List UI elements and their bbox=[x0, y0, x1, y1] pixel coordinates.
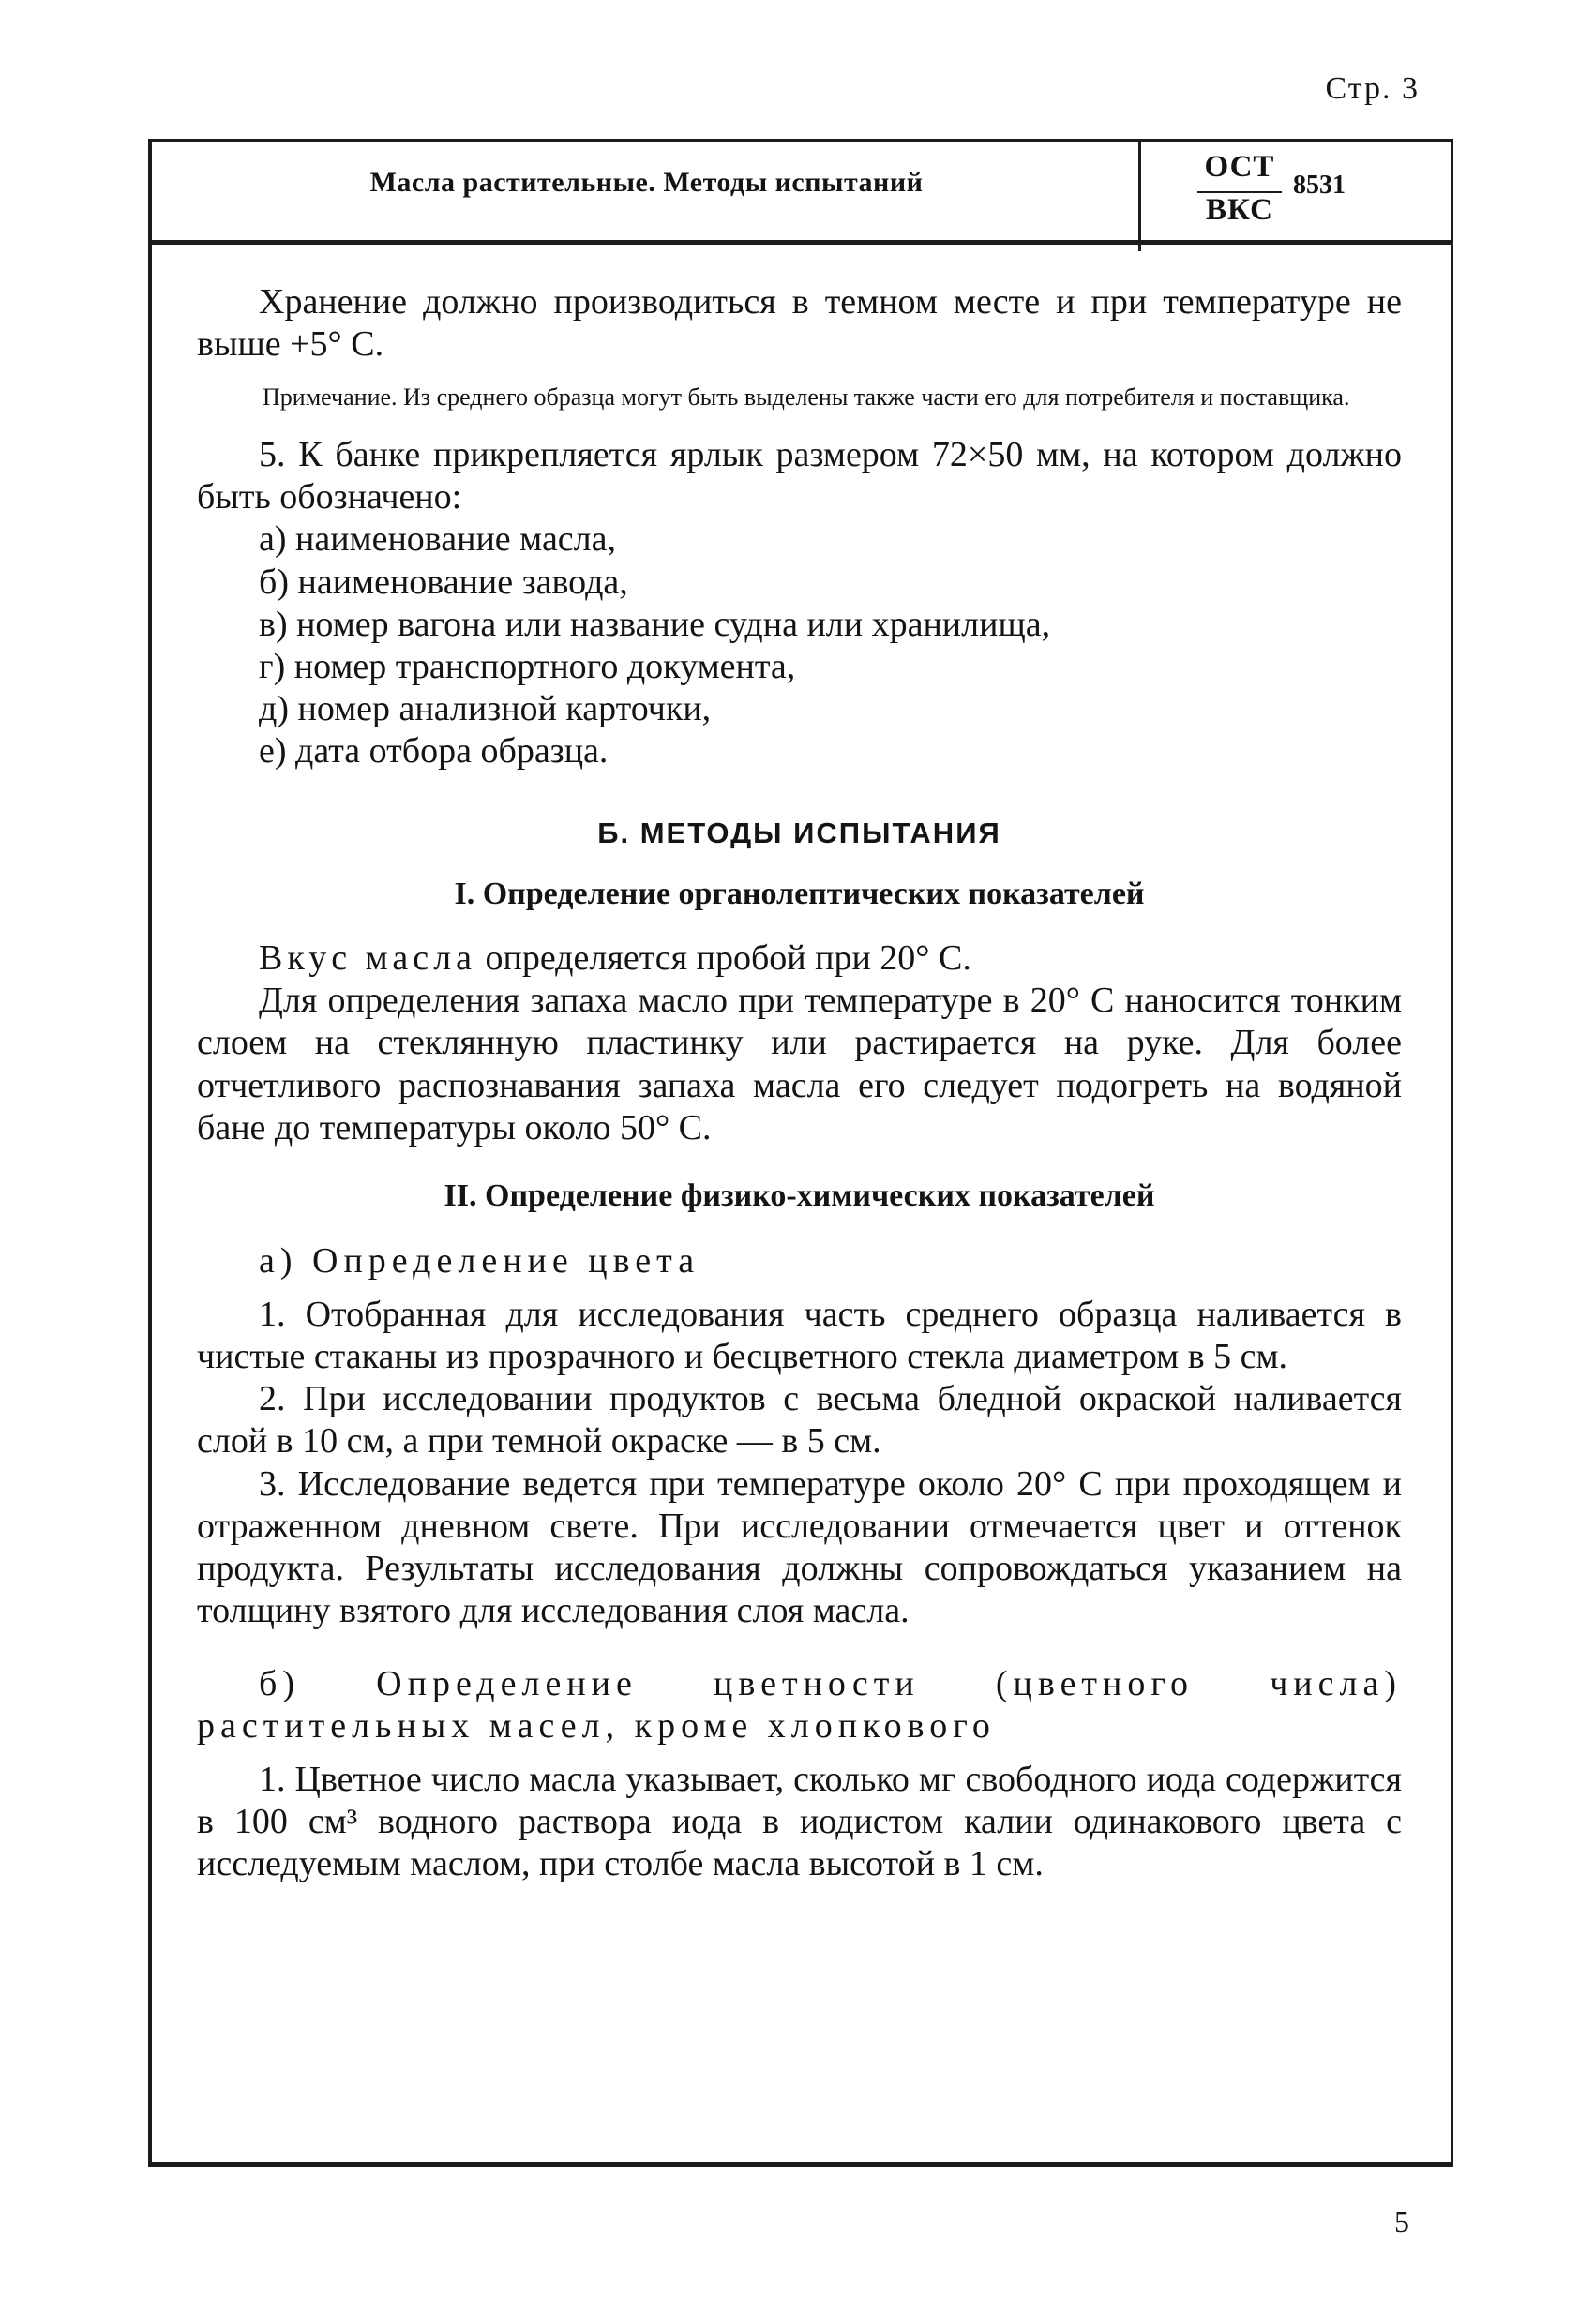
part1-heading: I. Определение органолептических показателей bbox=[454, 876, 1145, 911]
part2-heading: II. Определение физико-химических показателей bbox=[444, 1178, 1155, 1214]
label-items-list bbox=[197, 518, 1402, 772]
list-item: д) номер анализной карточки, bbox=[259, 689, 712, 729]
note-paragraph: Примечание. Из среднего образца могут быть выделены также части его для потребителя и поставщика. bbox=[263, 383, 1350, 412]
taste-rest: определяется пробой при 20° С. bbox=[475, 938, 971, 979]
standard-designation bbox=[1197, 150, 1346, 234]
page-frame bbox=[148, 139, 1453, 2167]
footer-page-number: 5 bbox=[1394, 2205, 1409, 2239]
a-item-3: 3. Исследование ведется при температуре около 20° С при проходящем и отраженном дневном свете. При исследовании отмечается цвет и оттенок продукта. Результаты исследования должны сопровождаться указанием на толщину взятого для исследования слоя масла. bbox=[197, 1463, 1402, 1631]
smell-paragraph: Для определения запаха масло при температуре в 20° С наносится тонким слоем на стеклянную пластинку или растирается на руке. Для более отчетливого распознавания запаха масла его следует подогреть на водяной бане до температуры около 50° С. bbox=[197, 981, 1402, 1147]
sub-b-heading: б) Определение цветности (цветного числа) растительных масел, кроме хлопкового bbox=[197, 1663, 1402, 1746]
list-item: а) наименование масла, bbox=[259, 519, 617, 560]
list-item: б) наименование завода, bbox=[259, 562, 628, 602]
header-title: Масла растительные. Методы испытаний bbox=[369, 167, 924, 198]
taste-lead: Вкус масла bbox=[259, 938, 476, 979]
standard-top: ОСТ bbox=[1204, 150, 1275, 184]
section-b-heading: Б. МЕТОДЫ ИСПЫТАНИЯ bbox=[597, 816, 1001, 849]
a-item-1: 1. Отобранная для исследования часть среднего образца наливается в чистые стаканы из прозрачного и бесцветного стекла диаметром в 5 см. bbox=[197, 1294, 1402, 1376]
taste-paragraph bbox=[197, 937, 1402, 980]
list-item: е) дата отбора образца. bbox=[259, 731, 609, 772]
frame-bottom-rule bbox=[152, 2162, 1451, 2167]
document-header bbox=[152, 139, 1451, 245]
a-item-2: 2. При исследовании продуктов с весьма бледной окраской наливается слой в 10 см, а при темной окраске — в 5 см. bbox=[197, 1379, 1402, 1462]
b-item-1: 1. Цветное число масла указывает, сколько мг свободного иода содержится в 100 см³ водного раствора иода в иодистом калии одинакового цвета с исследуемым маслом, при столбе масла высотой в 1 см. bbox=[197, 1759, 1402, 1884]
header-divider bbox=[1138, 139, 1141, 251]
standard-bottom: ВКС bbox=[1206, 193, 1273, 227]
list-item: в) номер вагона или название судна или хранилища, bbox=[259, 604, 1051, 644]
document-body bbox=[197, 281, 1402, 1886]
storage-paragraph: Хранение должно производиться в темном месте и при температуре не выше +5° С. bbox=[197, 282, 1402, 365]
label-paragraph: 5. К банке прикрепляется ярлык размером 72×50 мм, на котором должно быть обозначено: bbox=[197, 434, 1402, 517]
page-label: Стр. 3 bbox=[1325, 71, 1420, 106]
list-item: г) номер транспортного документа, bbox=[259, 647, 796, 687]
standard-number: 8531 bbox=[1293, 171, 1346, 200]
sub-a-heading: а) Определение цвета bbox=[259, 1240, 700, 1281]
